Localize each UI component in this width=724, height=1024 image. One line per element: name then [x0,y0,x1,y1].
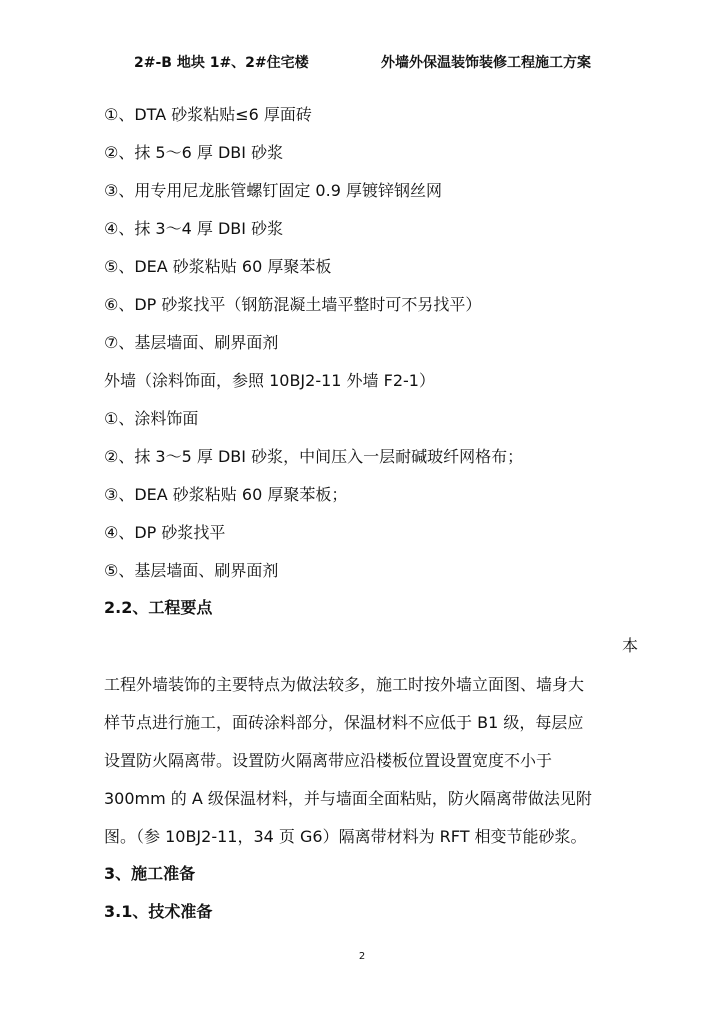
paragraph-line: 样节点进行施工，面砖涂料部分，保温材料不应低于 B1 级，每层应 [104,713,584,732]
list-item: ②、抹 5～6 厚 DBI 砂浆 [104,143,284,162]
list-item: ⑦、基层墙面、刷界面剂 [104,333,279,352]
paragraph-line: 300mm 的 A 级保温材料，并与墙面全面粘贴，防火隔离带做法见附 [104,789,592,808]
list-item: ②、抹 3～5 厚 DBI 砂浆，中间压入一层耐碱玻纤网格布； [104,447,524,466]
list-item: ⑤、基层墙面、刷界面剂 [104,561,279,580]
section-heading-2-2: 2.2、工程要点 [104,598,213,617]
list-item: ④、抹 3～4 厚 DBI 砂浆 [104,219,284,238]
paragraph-indent-char: 本 [621,636,638,655]
section-heading-3-1: 3.1、技术准备 [104,902,213,921]
paragraph-line: 工程外墙装饰的主要特点为做法较多，施工时按外墙立面图、墙身大 [104,675,585,694]
list-item: ①、涂料饰面 [104,409,199,428]
section-heading-3: 3、施工准备 [104,864,196,883]
subsection-label: 外墙（涂料饰面，参照 10BJ2-11 外墙 F2-1） [104,371,435,390]
list-item: ①、DTA 砂浆粘贴≤6 厚面砖 [104,105,312,124]
header-document-title: 外墙外保温装饰装修工程施工方案 [381,55,591,71]
paragraph-line: 图。（参 10BJ2-11，34 页 G6）隔离带材料为 RFT 相变节能砂浆。 [104,827,587,846]
page-number: 2 [358,951,366,962]
list-item: ③、DEA 砂浆粘贴 60 厚聚苯板； [104,485,348,504]
list-item: ⑤、DEA 砂浆粘贴 60 厚聚苯板 [104,257,332,276]
header-project-name: 2#-B 地块 1#、2#住宅楼 [134,55,309,71]
paragraph-line: 设置防火隔离带。设置防火隔离带应沿楼板位置设置宽度不小于 [104,751,553,770]
list-item: ④、DP 砂浆找平 [104,523,226,542]
list-item: ⑥、DP 砂浆找平（钢筋混凝土墙平整时可不另找平） [104,295,482,314]
list-item: ③、用专用尼龙胀管螺钉固定 0.9 厚镀锌钢丝网 [104,181,442,200]
page-header [0,52,724,74]
